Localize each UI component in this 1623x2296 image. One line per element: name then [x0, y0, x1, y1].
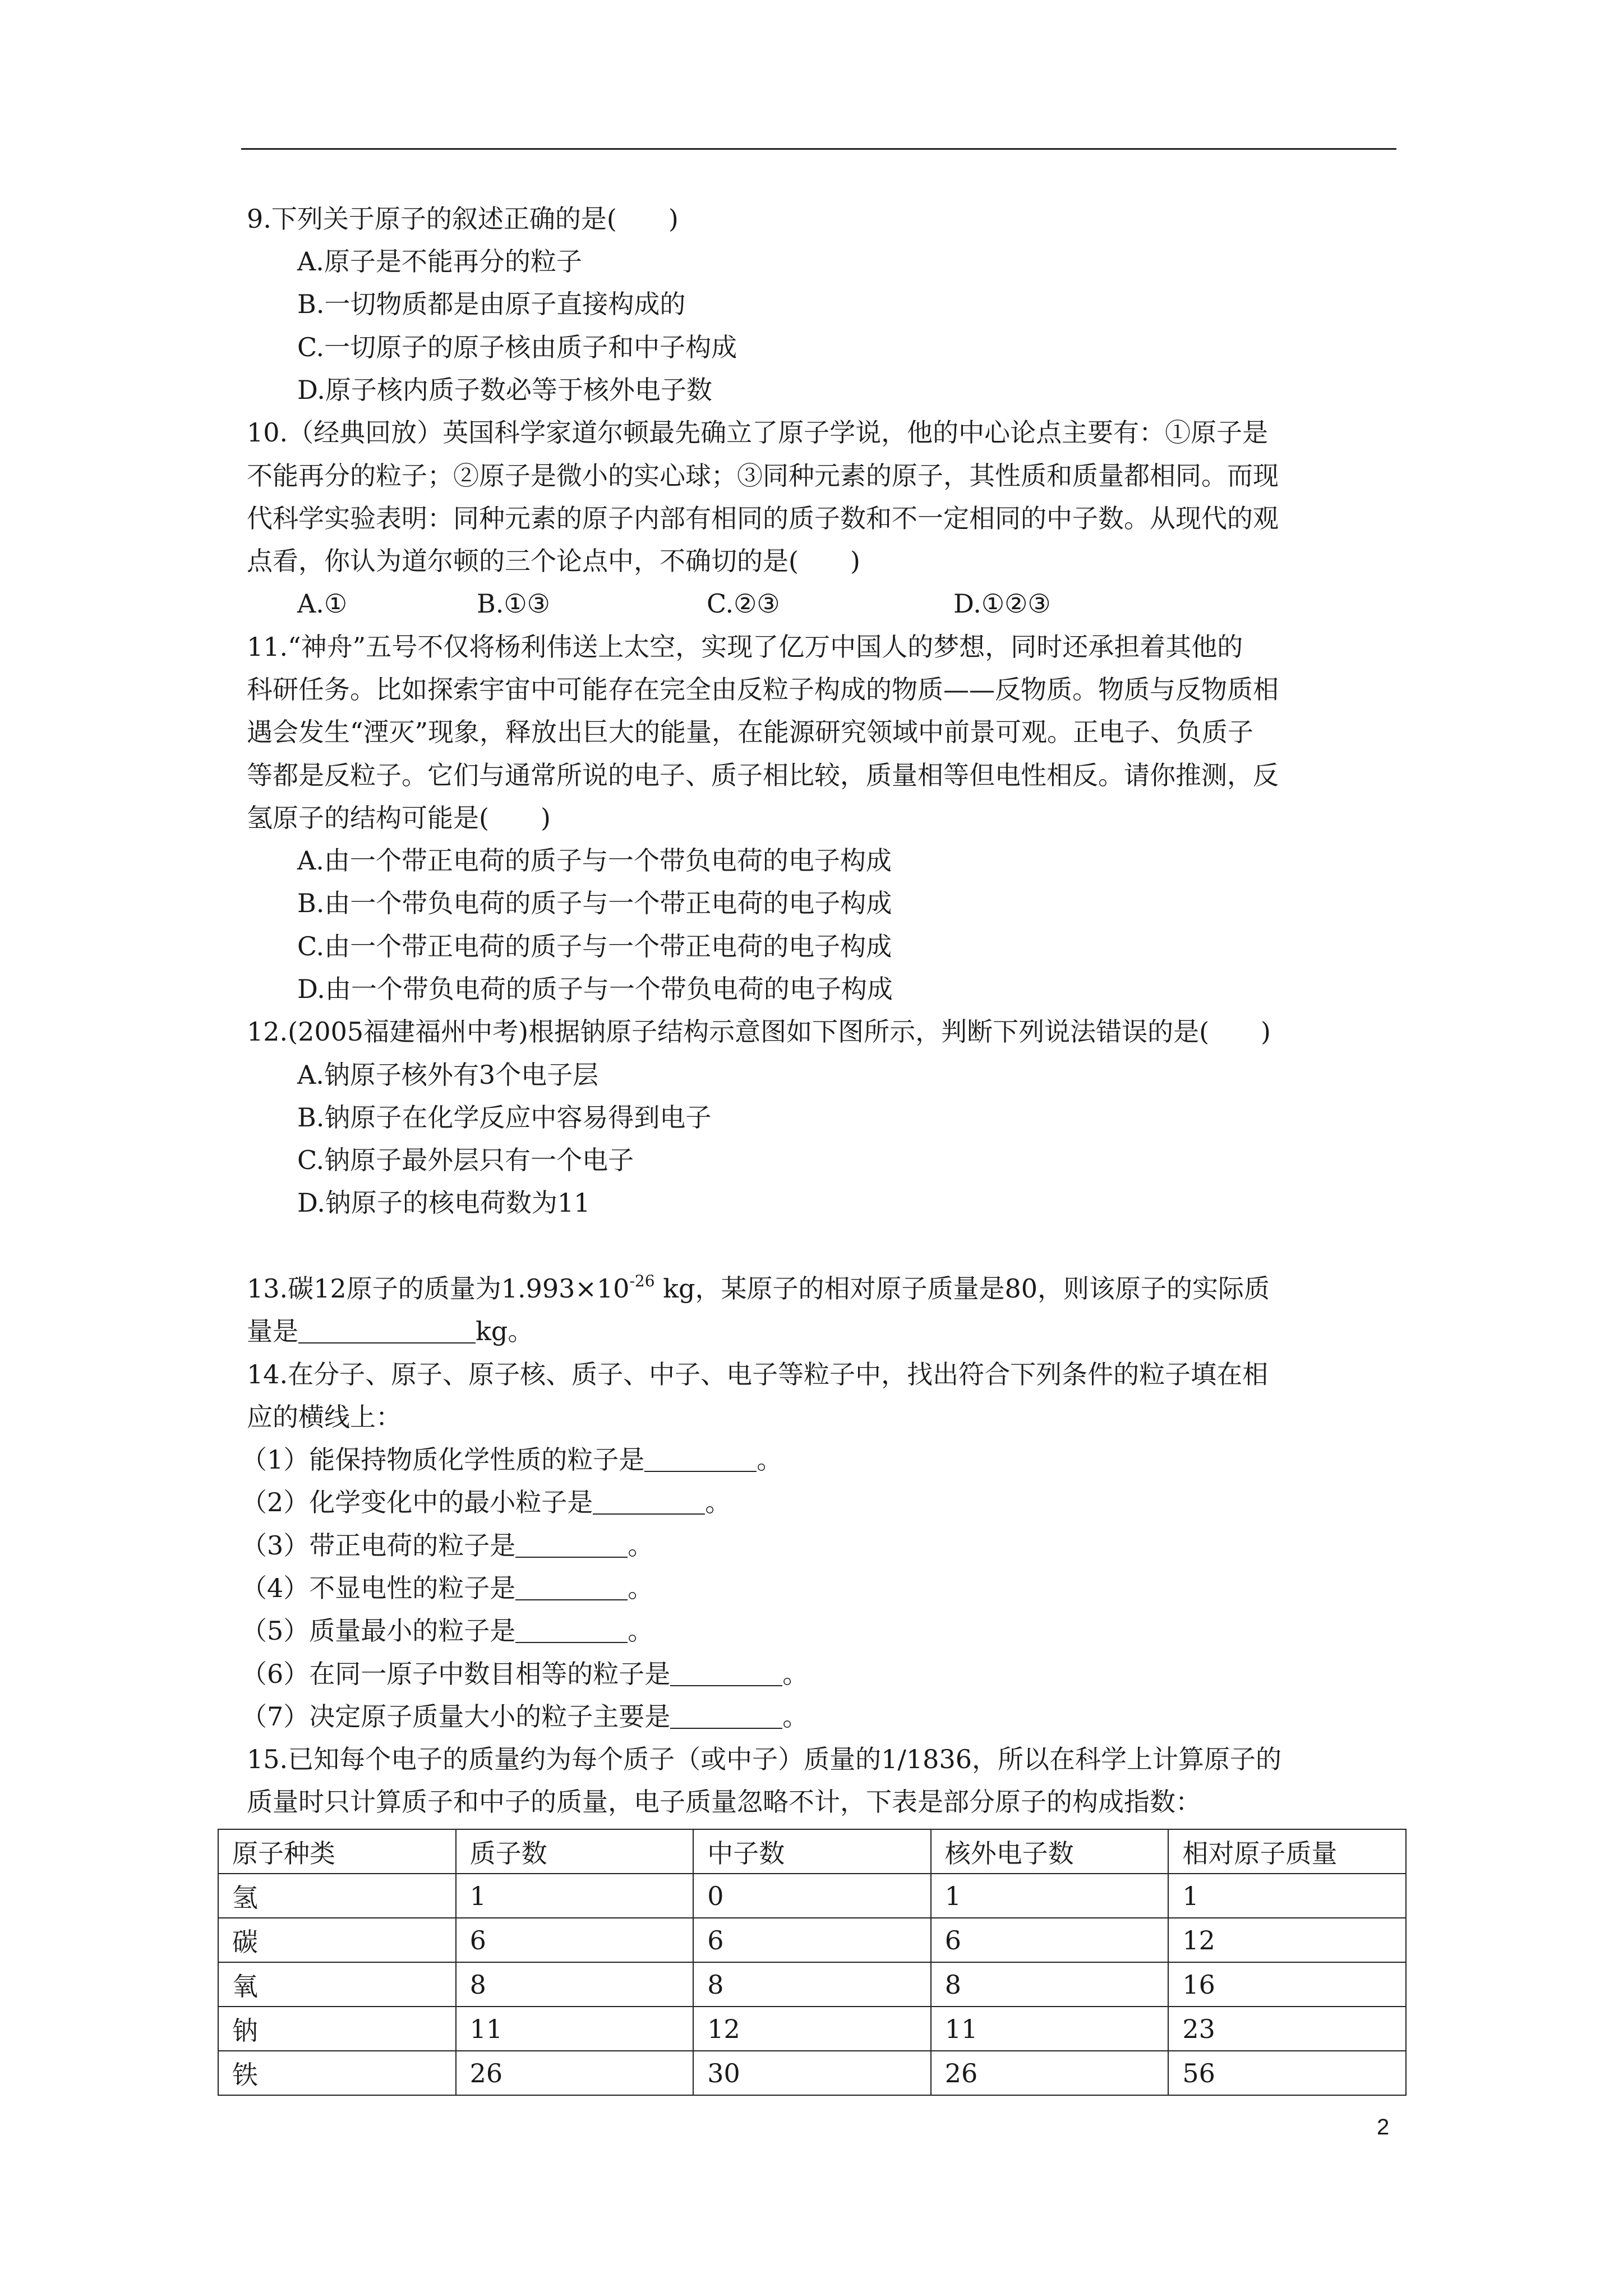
q14-item-6 — [241, 1657, 808, 1691]
q11-line-4: 等都是反粒子。它们与通常所说的电子、质子相比较，质量相等但电性相反。请你推测，反 — [247, 760, 1279, 790]
q14-item-text: （7）决定原子质量大小的粒子主要是 — [241, 1701, 671, 1732]
q10-line-3: 代科学实验表明：同种元素的原子内部有相同的质子数和不一定相同的中子数。从现代的观 — [247, 503, 1279, 533]
table-header-cell: 原子种类 — [218, 1829, 456, 1874]
q9-option-d: D.原子核内质子数必等于核外电子数 — [297, 375, 712, 405]
table-cell: 16 — [1168, 1962, 1406, 2007]
table-header-row — [218, 1829, 1406, 1874]
q11-line-1: 11.“神舟”五号不仅将杨利伟送上太空，实现了亿万中国人的梦想，同时还承担着其他的 — [247, 632, 1243, 662]
q14-item-end: 。 — [628, 1616, 654, 1646]
table-cell: 碳 — [218, 1918, 456, 1962]
q13-answer-blank[interactable] — [298, 1318, 476, 1343]
table-header-cell: 相对原子质量 — [1168, 1829, 1406, 1874]
header-rule — [241, 148, 1396, 150]
table-row — [218, 1918, 1406, 1962]
q13-text-a: 13.碳12原子的质量为1.993×10 — [247, 1273, 630, 1304]
q14-answer-blank[interactable] — [515, 1617, 628, 1643]
q11-line-3: 遇会发生“湮灭”现象，释放出巨大的能量，在能源研究领域中前景可观。正电子、负质子 — [247, 717, 1254, 747]
table-cell: 氧 — [218, 1962, 456, 2007]
table-row — [218, 2051, 1406, 2095]
q10-line-1: 10.（经典回放）英国科学家道尔顿最先确立了原子学说，他的中心论点主要有：①原子是 — [247, 417, 1269, 448]
q12-option-a: A.钠原子核外有3个电子层 — [297, 1060, 599, 1090]
q14-answer-blank[interactable] — [670, 1660, 782, 1686]
q10-options — [0, 587, 1623, 620]
q10-option-b: B.①③ — [477, 588, 550, 619]
q11-option-d: D.由一个带负电荷的质子与一个带负电荷的电子构成 — [297, 974, 893, 1004]
q13-text-b: kg，某原子的相对原子质量是80，则该原子的实际质 — [654, 1273, 1270, 1304]
table-header-cell: 核外电子数 — [931, 1829, 1169, 1874]
table-cell: 0 — [693, 1874, 931, 1918]
q11-line-5: 氢原子的结构可能是( ) — [247, 803, 551, 833]
q14-item-end: 。 — [757, 1444, 783, 1475]
q13-unit: kg。 — [476, 1316, 534, 1346]
q10-option-a: A.① — [297, 588, 348, 619]
q14-answer-blank[interactable] — [515, 1532, 628, 1558]
q11-option-a: A.由一个带正电荷的质子与一个带负电荷的电子构成 — [297, 845, 892, 876]
q12-option-b: B.钠原子在化学反应中容易得到电子 — [297, 1102, 712, 1133]
q14-item-text: （4）不显电性的粒子是 — [241, 1573, 516, 1603]
table-cell: 1 — [1168, 1874, 1406, 1918]
q14-answer-blank[interactable] — [670, 1703, 782, 1729]
table-cell: 11 — [456, 2007, 694, 2051]
table-cell: 6 — [456, 1918, 694, 1962]
q14-item-5 — [241, 1614, 653, 1648]
page-number: 2 — [1377, 2115, 1390, 2139]
q13-line-2 — [247, 1314, 533, 1348]
table-row — [218, 1962, 1406, 2007]
table-cell: 8 — [693, 1962, 931, 2007]
table-cell: 26 — [456, 2051, 694, 2095]
q14-item-text: （3）带正电荷的粒子是 — [241, 1530, 516, 1561]
q14-item-end: 。 — [782, 1659, 809, 1689]
q14-line-1: 14.在分子、原子、原子核、质子、中子、电子等粒子中，找出符合下列条件的粒子填在相 — [247, 1359, 1269, 1389]
q15-line-2: 质量时只计算质子和中子的质量，电子质量忽略不计，下表是部分原子的构成指数： — [247, 1787, 1201, 1817]
q9-option-b: B.一切物质都是由原子直接构成的 — [297, 289, 686, 319]
q14-item-7 — [241, 1700, 808, 1733]
table-header-cell: 质子数 — [456, 1829, 694, 1874]
table-cell: 56 — [1168, 2051, 1406, 2095]
q14-answer-blank[interactable] — [593, 1489, 705, 1515]
table-row — [218, 2007, 1406, 2051]
q9-option-a: A.原子是不能再分的粒子 — [297, 246, 582, 277]
table-cell: 铁 — [218, 2051, 456, 2095]
table-cell: 23 — [1168, 2007, 1406, 2051]
table-row — [218, 1874, 1406, 1918]
q11-option-b: B.由一个带负电荷的质子与一个带正电荷的电子构成 — [297, 888, 892, 918]
q9-option-c: C.一切原子的原子核由质子和中子构成 — [297, 332, 737, 362]
table-cell: 26 — [931, 2051, 1169, 2095]
q15-line-1: 15.已知每个电子的质量约为每个质子（或中子）质量的1/1836，所以在科学上计算原子的 — [247, 1744, 1281, 1774]
table-cell: 8 — [931, 1962, 1169, 2007]
q12-stem: 12.(2005福建福州中考)根据钠原子结构示意图如下图所示，判断下列说法错误的是( ) — [247, 1016, 1271, 1047]
q14-item-1 — [241, 1443, 782, 1476]
q14-item-4 — [241, 1571, 653, 1605]
q13-exponent: -26 — [629, 1272, 655, 1290]
table-cell: 钠 — [218, 2007, 456, 2051]
table-cell: 1 — [931, 1874, 1169, 1918]
table-cell: 11 — [931, 2007, 1169, 2051]
q14-item-end: 。 — [705, 1487, 731, 1517]
q10-line-4: 点看，你认为道尔顿的三个论点中，不确切的是( ) — [247, 546, 860, 576]
q11-option-c: C.由一个带正电荷的质子与一个带正电荷的电子构成 — [297, 931, 892, 961]
q14-item-end: 。 — [628, 1573, 654, 1603]
q14-item-text: （2）化学变化中的最小粒子是 — [241, 1487, 593, 1517]
q13-line-1 — [247, 1272, 1270, 1305]
q14-item-end: 。 — [628, 1530, 654, 1561]
q9-stem: 9.下列关于原子的叙述正确的是( ) — [247, 204, 679, 234]
q12-option-d: D.钠原子的核电荷数为11 — [297, 1188, 591, 1218]
table-cell: 氢 — [218, 1874, 456, 1918]
table-cell: 30 — [693, 2051, 931, 2095]
q10-line-2: 不能再分的粒子；②原子是微小的实心球；③同种元素的原子，其性质和质量都相同。而现 — [247, 461, 1279, 491]
q14-answer-blank[interactable] — [644, 1446, 757, 1472]
q12-option-c: C.钠原子最外层只有一个电子 — [297, 1145, 634, 1175]
q14-item-text: （6）在同一原子中数目相等的粒子是 — [241, 1659, 671, 1689]
q10-option-c: C.②③ — [707, 588, 780, 619]
q14-item-text: （1）能保持物质化学性质的粒子是 — [241, 1444, 645, 1475]
table-cell: 12 — [693, 2007, 931, 2051]
atom-composition-table — [218, 1829, 1407, 2096]
q13-text-c: 量是 — [247, 1316, 298, 1346]
table-cell: 8 — [456, 1962, 694, 2007]
table-cell: 1 — [456, 1874, 694, 1918]
table-cell: 12 — [1168, 1918, 1406, 1962]
q14-line-2: 应的横线上： — [247, 1402, 402, 1432]
q14-item-end: 。 — [782, 1701, 809, 1732]
q14-item-3 — [241, 1529, 653, 1562]
table-cell: 6 — [693, 1918, 931, 1962]
q14-item-2 — [241, 1485, 731, 1519]
q14-answer-blank[interactable] — [515, 1575, 628, 1600]
table-header-cell: 中子数 — [693, 1829, 931, 1874]
q10-option-d: D.①②③ — [953, 588, 1051, 619]
q14-item-text: （5）质量最小的粒子是 — [241, 1616, 516, 1646]
table-cell: 6 — [931, 1918, 1169, 1962]
q11-line-2: 科研任务。比如探索宇宙中可能存在完全由反粒子构成的物质——反物质。物质与反物质相 — [247, 674, 1279, 705]
